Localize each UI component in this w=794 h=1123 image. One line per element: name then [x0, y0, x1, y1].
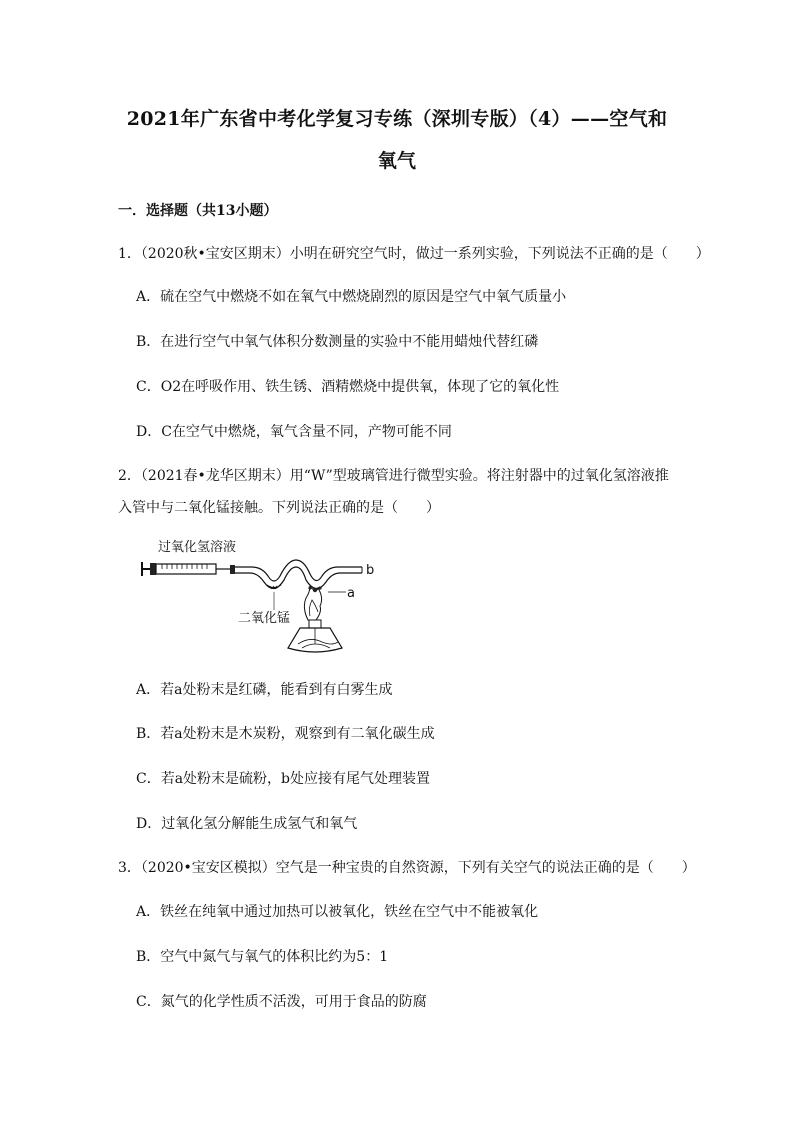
flame	[304, 586, 321, 620]
page-title-continued: 氧气	[377, 150, 417, 172]
w-tube-bottom	[235, 567, 362, 589]
w-tube-apparatus-figure	[140, 536, 380, 660]
question-1-option-b: B．在进行空气中氧气体积分数测量的实验中不能用蜡烛代替红磷	[136, 334, 539, 350]
question-2-stem-line1: 2．（2021春•龙华区期末）用“W”型玻璃管进行微型实验。将注射器中的过氧化氢溶液推	[118, 468, 669, 484]
question-2-option-c: C．若a处粉末是硫粉，b处应接有尾气处理装置	[136, 771, 431, 787]
figure-label-h2o2: 过氧化氢溶液	[158, 540, 237, 555]
question-3-option-b: B．空气中氮气与氧气的体积比约为5：1	[136, 949, 389, 965]
question-3-option-a: A．铁丝在纯氧中通过加热可以被氧化，铁丝在空气中不能被氧化	[136, 904, 539, 920]
figure-label-mno2: 二氧化锰	[238, 611, 291, 626]
section-heading: 一．选择题（共13小题）	[118, 203, 278, 219]
page-title: 2021年广东省中考化学复习专练（深圳专版）（4）——空气和	[126, 108, 668, 130]
question-1-stem: 1．（2020秋•宝安区期末）小明在研究空气时，做过一系列实验，下列说法不正确的是（ ）	[118, 246, 710, 262]
question-2-option-a: A．若a处粉末是红磷，能看到有白雾生成	[136, 682, 393, 698]
question-1-option-a: A．硫在空气中燃烧不如在氧气中燃烧剧烈的原因是空气中氧气质量小	[136, 289, 567, 305]
question-1-option-c: C．O2在呼吸作用、铁生锈、酒精燃烧中提供氧，体现了它的氧化性	[136, 379, 560, 395]
lamp-wick-holder	[309, 620, 321, 628]
question-2-stem-line2: 入管中与二氧化锰接触。下列说法正确的是（ ）	[118, 500, 440, 516]
question-3-stem: 3．（2020•宝安区模拟）空气是一种宝贵的自然资源，下列有关空气的说法正确的是（ ）	[118, 860, 696, 876]
question-2-option-d: D．过氧化氢分解能生成氢气和氧气	[136, 816, 358, 832]
w-tube-top	[235, 560, 362, 581]
figure-label-a: a	[347, 586, 355, 601]
question-3-option-c: C．氮气的化学性质不活泼，可用于食品的防腐	[136, 994, 427, 1010]
figure-label-b: b	[366, 563, 375, 578]
syringe-plunger	[150, 563, 156, 575]
question-1-option-d: D．C在空气中燃烧，氧气含量不同，产物可能不同	[136, 424, 452, 440]
question-2-option-b: B．若a处粉末是木炭粉，观察到有二氧化碳生成	[136, 726, 435, 742]
